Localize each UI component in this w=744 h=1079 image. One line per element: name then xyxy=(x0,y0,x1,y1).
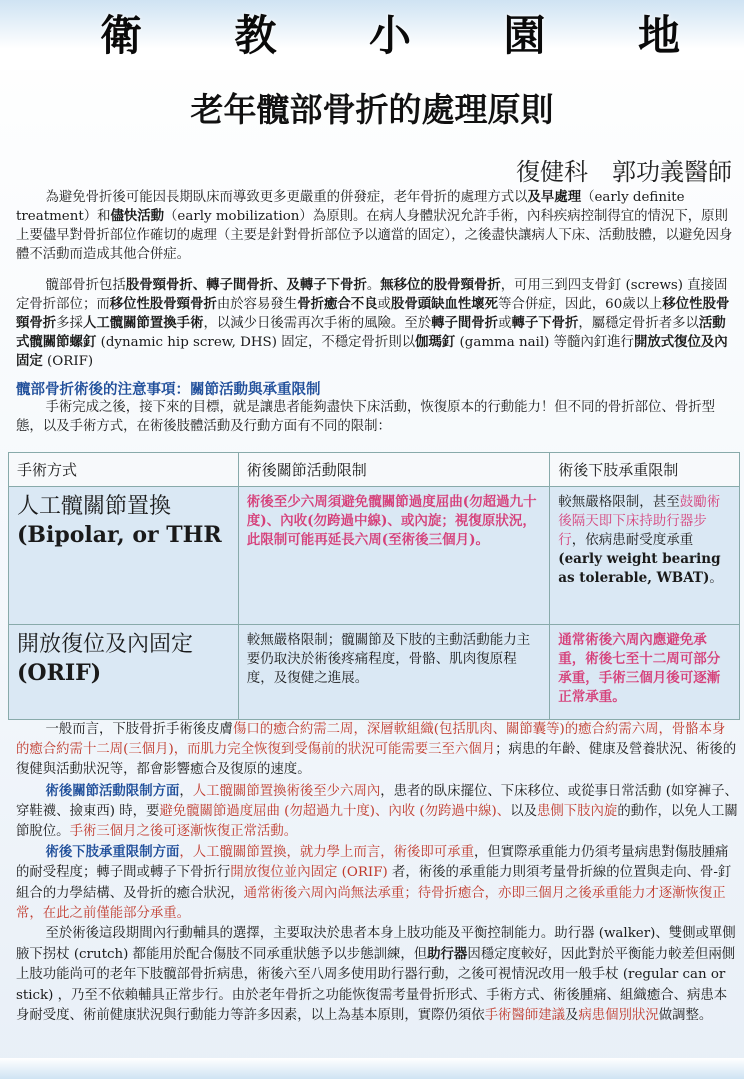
section-heading: 髖部骨折術後的注意事項：關節活動與承重限制 xyxy=(16,382,321,398)
method-name-en: (Bipolar, or THR xyxy=(17,522,222,548)
header-method: 手術方式 xyxy=(9,453,239,487)
joint-limit-cell: 術後至少六周須避免髖關節過度屈曲(勿超過九十度)、內收(勿跨過中線)、或內旋；視復原狀況，此限制可能再延長六周(至術後三個月)。 xyxy=(238,487,549,625)
masthead xyxy=(100,8,680,58)
joint-limit-cell: 較無嚴格限制；髖關節及下肢的主動活動能力主要仍取決於術後疼痛程度，骨骼、肌肉復原程度，及復健之進展。 xyxy=(238,625,549,720)
method-name: 人工髖關節置換 xyxy=(17,494,172,519)
author-line: 復健科 郭功義醫師 xyxy=(516,158,732,186)
table-row xyxy=(9,487,740,625)
masthead-char: 地 xyxy=(637,11,680,60)
masthead-char: 園 xyxy=(503,11,546,60)
weight-limit-cell: 較無嚴格限制，甚至鼓勵術後隔天即下床持助行器步行，依病患耐受度承重(early weight bearing as tolerable, WBAT)。 xyxy=(550,487,740,625)
limits-table xyxy=(8,452,740,720)
weight-limit-cell: 通常術後六周內應避免承重，術後七至十二周可部分承重，手術三個月後可逐漸正常承重。 xyxy=(550,625,740,720)
method-cell xyxy=(9,487,239,625)
header-weight: 術後下肢承重限制 xyxy=(550,453,740,487)
intro-paragraph-2: 髖部骨折包括股骨頸骨折、轉子間骨折、及轉子下骨折。無移位的股骨頸骨折，可用三到四支骨釘 (screws) 直接固定骨折部位；而移位性股骨頸骨折由於容易發生骨折癒合不良或股骨頭缺血性壞死等合併症，因此，60歲以上移位性股骨頸骨折多採人工髖關節置換手術，以減少日後需再次手術的風險。至於轉子間骨折或轉子下骨折，屬穩定骨折者多以活動式髖關節螺釘 (dynamic hip screw, DHS) 固定，不穩定骨折則以伽瑪釘 (gamma nail) 等髓內釘進行開放式復位及內固定 (ORIF) xyxy=(16,277,730,369)
intro-paragraph-1: 為避免骨折後可能因長期臥床而導致更多更嚴重的併發症，老年骨折的處理方式以及早處理（early definite treatment）和儘快活動（early mobilization）為原則。在病人身體狀況允許手術，內科疾病控制得宜的情況下，原則上要儘早對骨折部位作確切的處理（主要是針對骨折部位予以適當的固定），之後盡快讓病人下床、活動肢體，以避免因身體不活動而造成其他合併症。 xyxy=(16,189,733,262)
footer-paragraph-2: 術後關節活動限制方面，人工髖關節置換術後至少六周內，患者的臥床擺位、下床移位、或從事日常活動 (如穿褲子、穿鞋襪、撿東西) 時，要避免髖關節過度屈曲 (勿超過九十度)、內收 (勿跨過中線)、以及患側下肢內旋的動作，以免人工關節脫位。手術三個月之後可逐漸恢復正常活動。 xyxy=(16,782,738,840)
bottom-band xyxy=(0,1058,744,1079)
section-intro: 手術完成之後，接下來的目標，就是讓患者能夠盡快下床活動，恢復原本的行動能力！但不同的骨折部位、骨折型態，以及手術方式，在術後肢體活動及行動方面有不同的限制： xyxy=(16,400,715,434)
footer-paragraph-3: 術後下肢承重限制方面，人工髖關節置換，就力學上而言，術後即可承重，但實際承重能力仍須考量病患對傷肢腫痛的耐受程度；轉子間或轉子下骨折行開放復位並內固定 (ORIF) 者，術後的承重能力則須考量骨折線的位置與走向、骨-釘組合的力學結構、及骨折的癒合狀況，通常術後六周內尚無法承重；待骨折癒合，亦即三個月之後承重能力才逐漸恢復正常，在此之前僅能部分承重。 xyxy=(16,844,732,921)
table-row xyxy=(9,625,740,720)
masthead-char: 教 xyxy=(234,11,277,60)
page-title: 老年髖部骨折的處理原則 xyxy=(190,90,554,129)
table-header-row xyxy=(9,453,740,487)
footer-paragraph-1: 一般而言，下肢骨折手術後皮膚傷口的癒合約需二周，深層軟組織(包括肌肉、關節囊等)的癒合約需六周，骨骼本身的癒合約需十二周(三個月)，而肌力完全恢復到受傷前的狀況可能需要三至六個月；病患的年齡、健康及營養狀況、術後的復健與活動狀況等，都會影響癒合及復原的速度。 xyxy=(16,722,737,778)
header-joint: 術後關節活動限制 xyxy=(238,453,549,487)
method-name: 開放復位及內固定 xyxy=(17,632,194,657)
method-cell xyxy=(9,625,239,720)
footer-text xyxy=(16,720,738,1026)
footer-paragraph-4: 至於術後這段期間內行動輔具的選擇，主要取決於患者本身上肢功能及平衡控制能力。助行器 (walker)、雙側或單側腋下拐杖 (crutch) 都能用於配合傷肢不同承重狀態予以步態訓練，但助行器因穩定度較好，因此對於平衡能力較差但兩側上肢功能尚可的老年下肢髖部骨折病患，術後六至八周多使用助行器行動，之後可視情況改用一般手杖 (regular can or stick) ，乃至不依賴輔具正常步行。由於老年骨折之功能恢復需考量骨折形式、手術方式、術後腫痛、組織癒合、病患本身耐受度、術前健康狀況與行動能力等許多因素，以上為基本原則，實際仍須依手術醫師建議及病患個別狀況做調整。 xyxy=(16,926,736,1023)
masthead-char: 衛 xyxy=(100,11,143,60)
method-name-en: (ORIF) xyxy=(17,660,102,686)
masthead-char: 小 xyxy=(368,11,411,60)
